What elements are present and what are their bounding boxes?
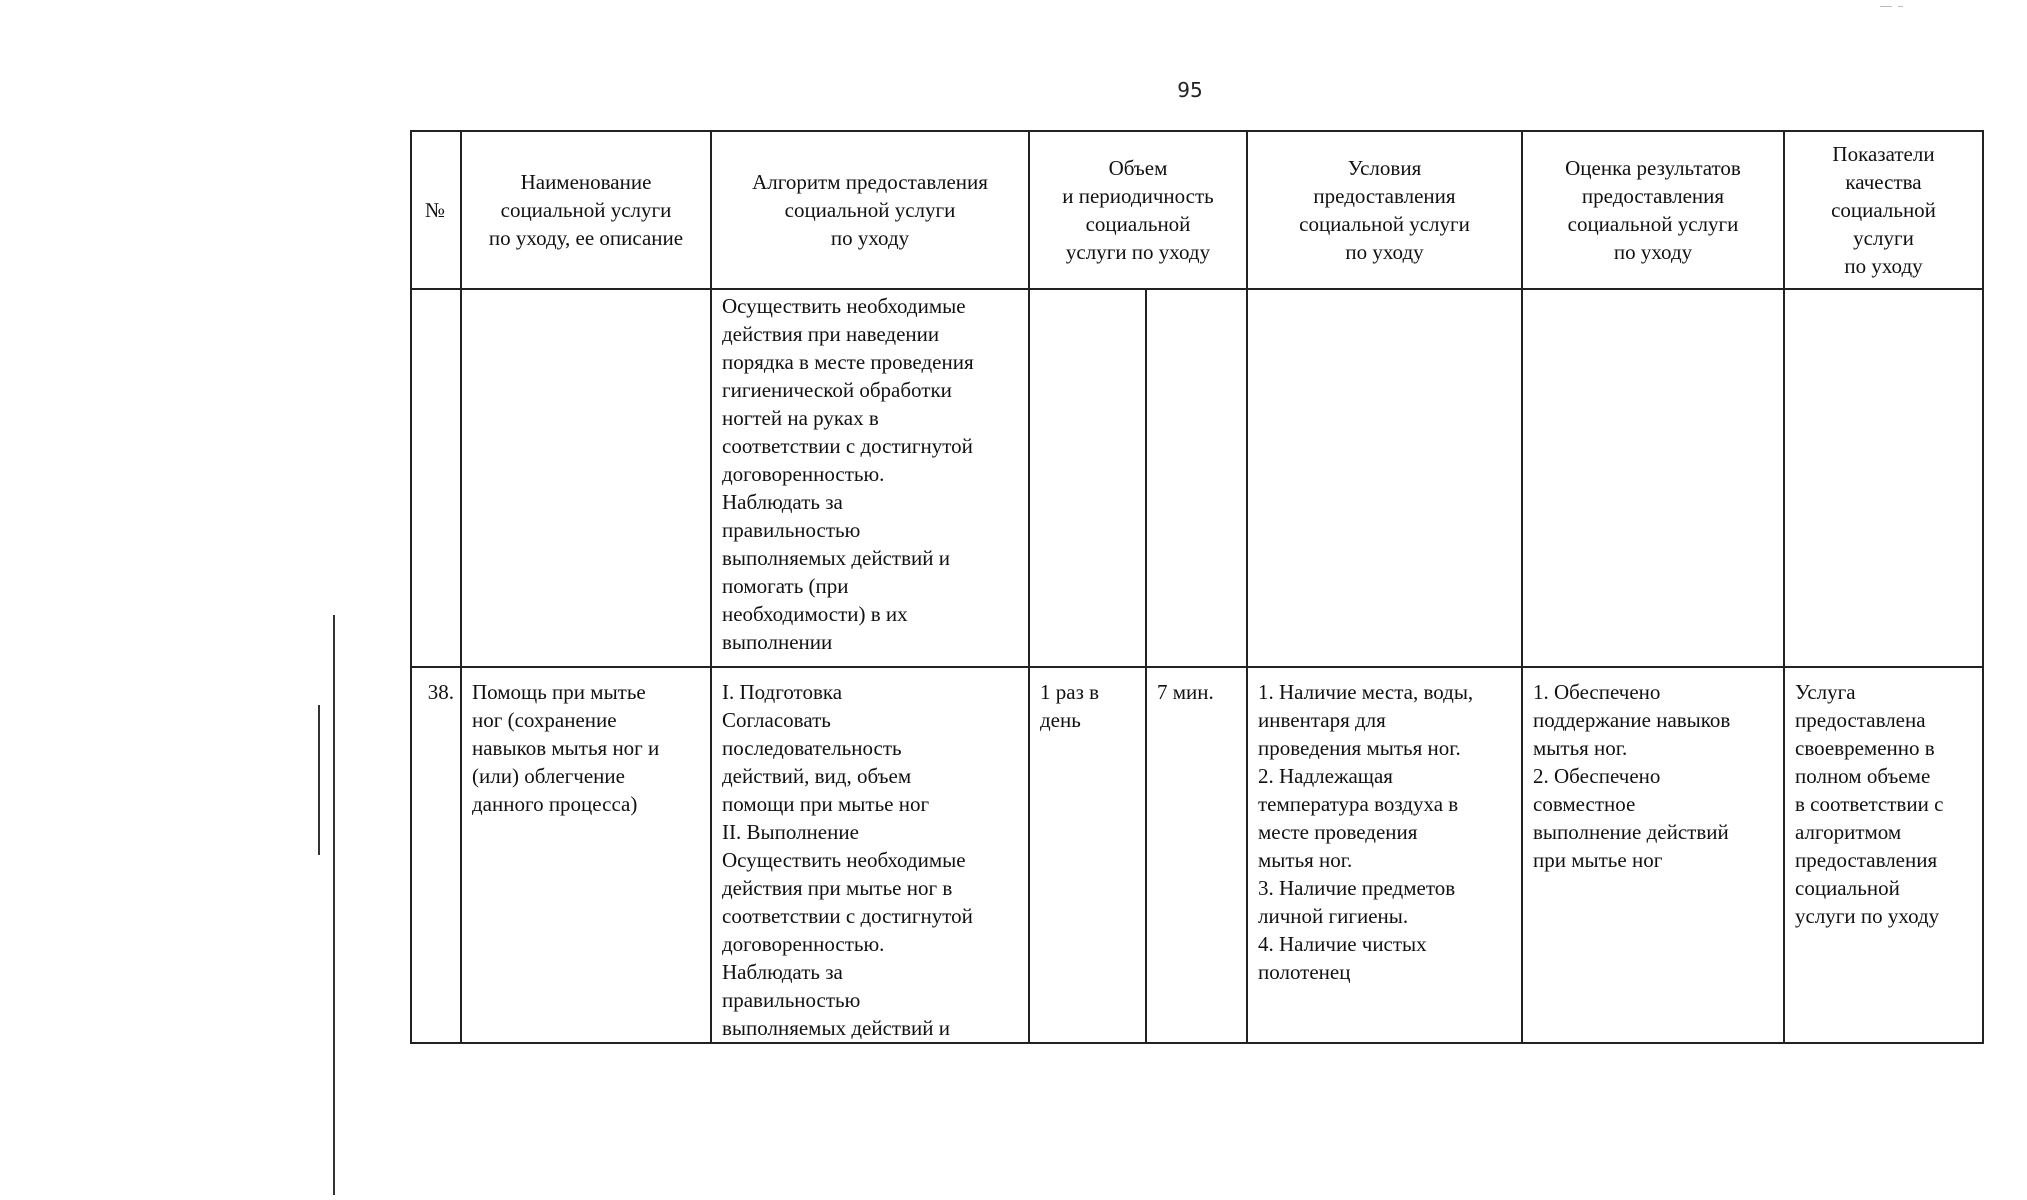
cell-number: [411, 289, 461, 667]
header-conditions: Условия предоставления социальной услуги по уходу: [1247, 131, 1522, 289]
corner-mark: [1898, 6, 1903, 7]
cell-quality: [1784, 289, 1983, 667]
table-row: [411, 667, 1983, 1043]
cell-duration: [1146, 289, 1247, 667]
cell-frequency: 1 раз в день: [1029, 667, 1146, 1043]
table-row: [411, 289, 1983, 667]
header-evaluation: Оценка результатов предоставления социальной услуги по уходу: [1522, 131, 1784, 289]
margin-line-outer: [333, 615, 335, 1195]
header-algorithm: Алгоритм предоставления социальной услуги по уходу: [711, 131, 1029, 289]
cell-number: 38.: [411, 667, 461, 1043]
margin-line-inner: [318, 705, 320, 855]
header-volume: Объем и периодичность социальной услуги по уходу: [1029, 131, 1247, 289]
header-number: №: [411, 131, 461, 289]
cell-service-name: Помощь при мытье ног (сохранение навыков мытья ног и (или) облегчение данного процесса): [461, 667, 711, 1043]
page-number: 95: [1177, 78, 1203, 102]
cell-algorithm: Осуществить необходимые действия при наведении порядка в месте проведения гигиенической обработки ногтей на руках в соответствии с достигнутой договоренностью. Наблюдать за правильностью выполняемых действий и помогать (при необходимости) в их выполнении: [711, 289, 1029, 667]
cell-conditions: [1247, 289, 1522, 667]
cell-evaluation: 1. Обеспечено поддержание навыков мытья ног. 2. Обеспечено совместное выполнение действий при мытье ног: [1522, 667, 1784, 1043]
cell-frequency: [1029, 289, 1146, 667]
cell-conditions: 1. Наличие места, воды, инвентаря для проведения мытья ног. 2. Надлежащая температура воздуха в месте проведения мытья ног. 3. Наличие предметов личной гигиены. 4. Наличие чистых полотенец: [1247, 667, 1522, 1043]
cell-evaluation: [1522, 289, 1784, 667]
cell-service-name: [461, 289, 711, 667]
cell-duration: 7 мин.: [1146, 667, 1247, 1043]
cell-quality: Услуга предоставлена своевременно в полном объеме в соответствии с алгоритмом предоставления социальной услуги по уходу: [1784, 667, 1983, 1043]
header-service-name: Наименование социальной услуги по уходу, ее описание: [461, 131, 711, 289]
table-header-row: [411, 131, 1983, 289]
services-table: [410, 130, 1984, 1044]
corner-mark: [1880, 6, 1892, 7]
header-quality: Показатели качества социальной услуги по уходу: [1784, 131, 1983, 289]
cell-algorithm: I. Подготовка Согласовать последовательность действий, вид, объем помощи при мытье ног II. Выполнение Осуществить необходимые действия при мытье ног в соответствии с достигнутой договоренностью. Наблюдать за правильностью выполняемых действий и: [711, 667, 1029, 1043]
